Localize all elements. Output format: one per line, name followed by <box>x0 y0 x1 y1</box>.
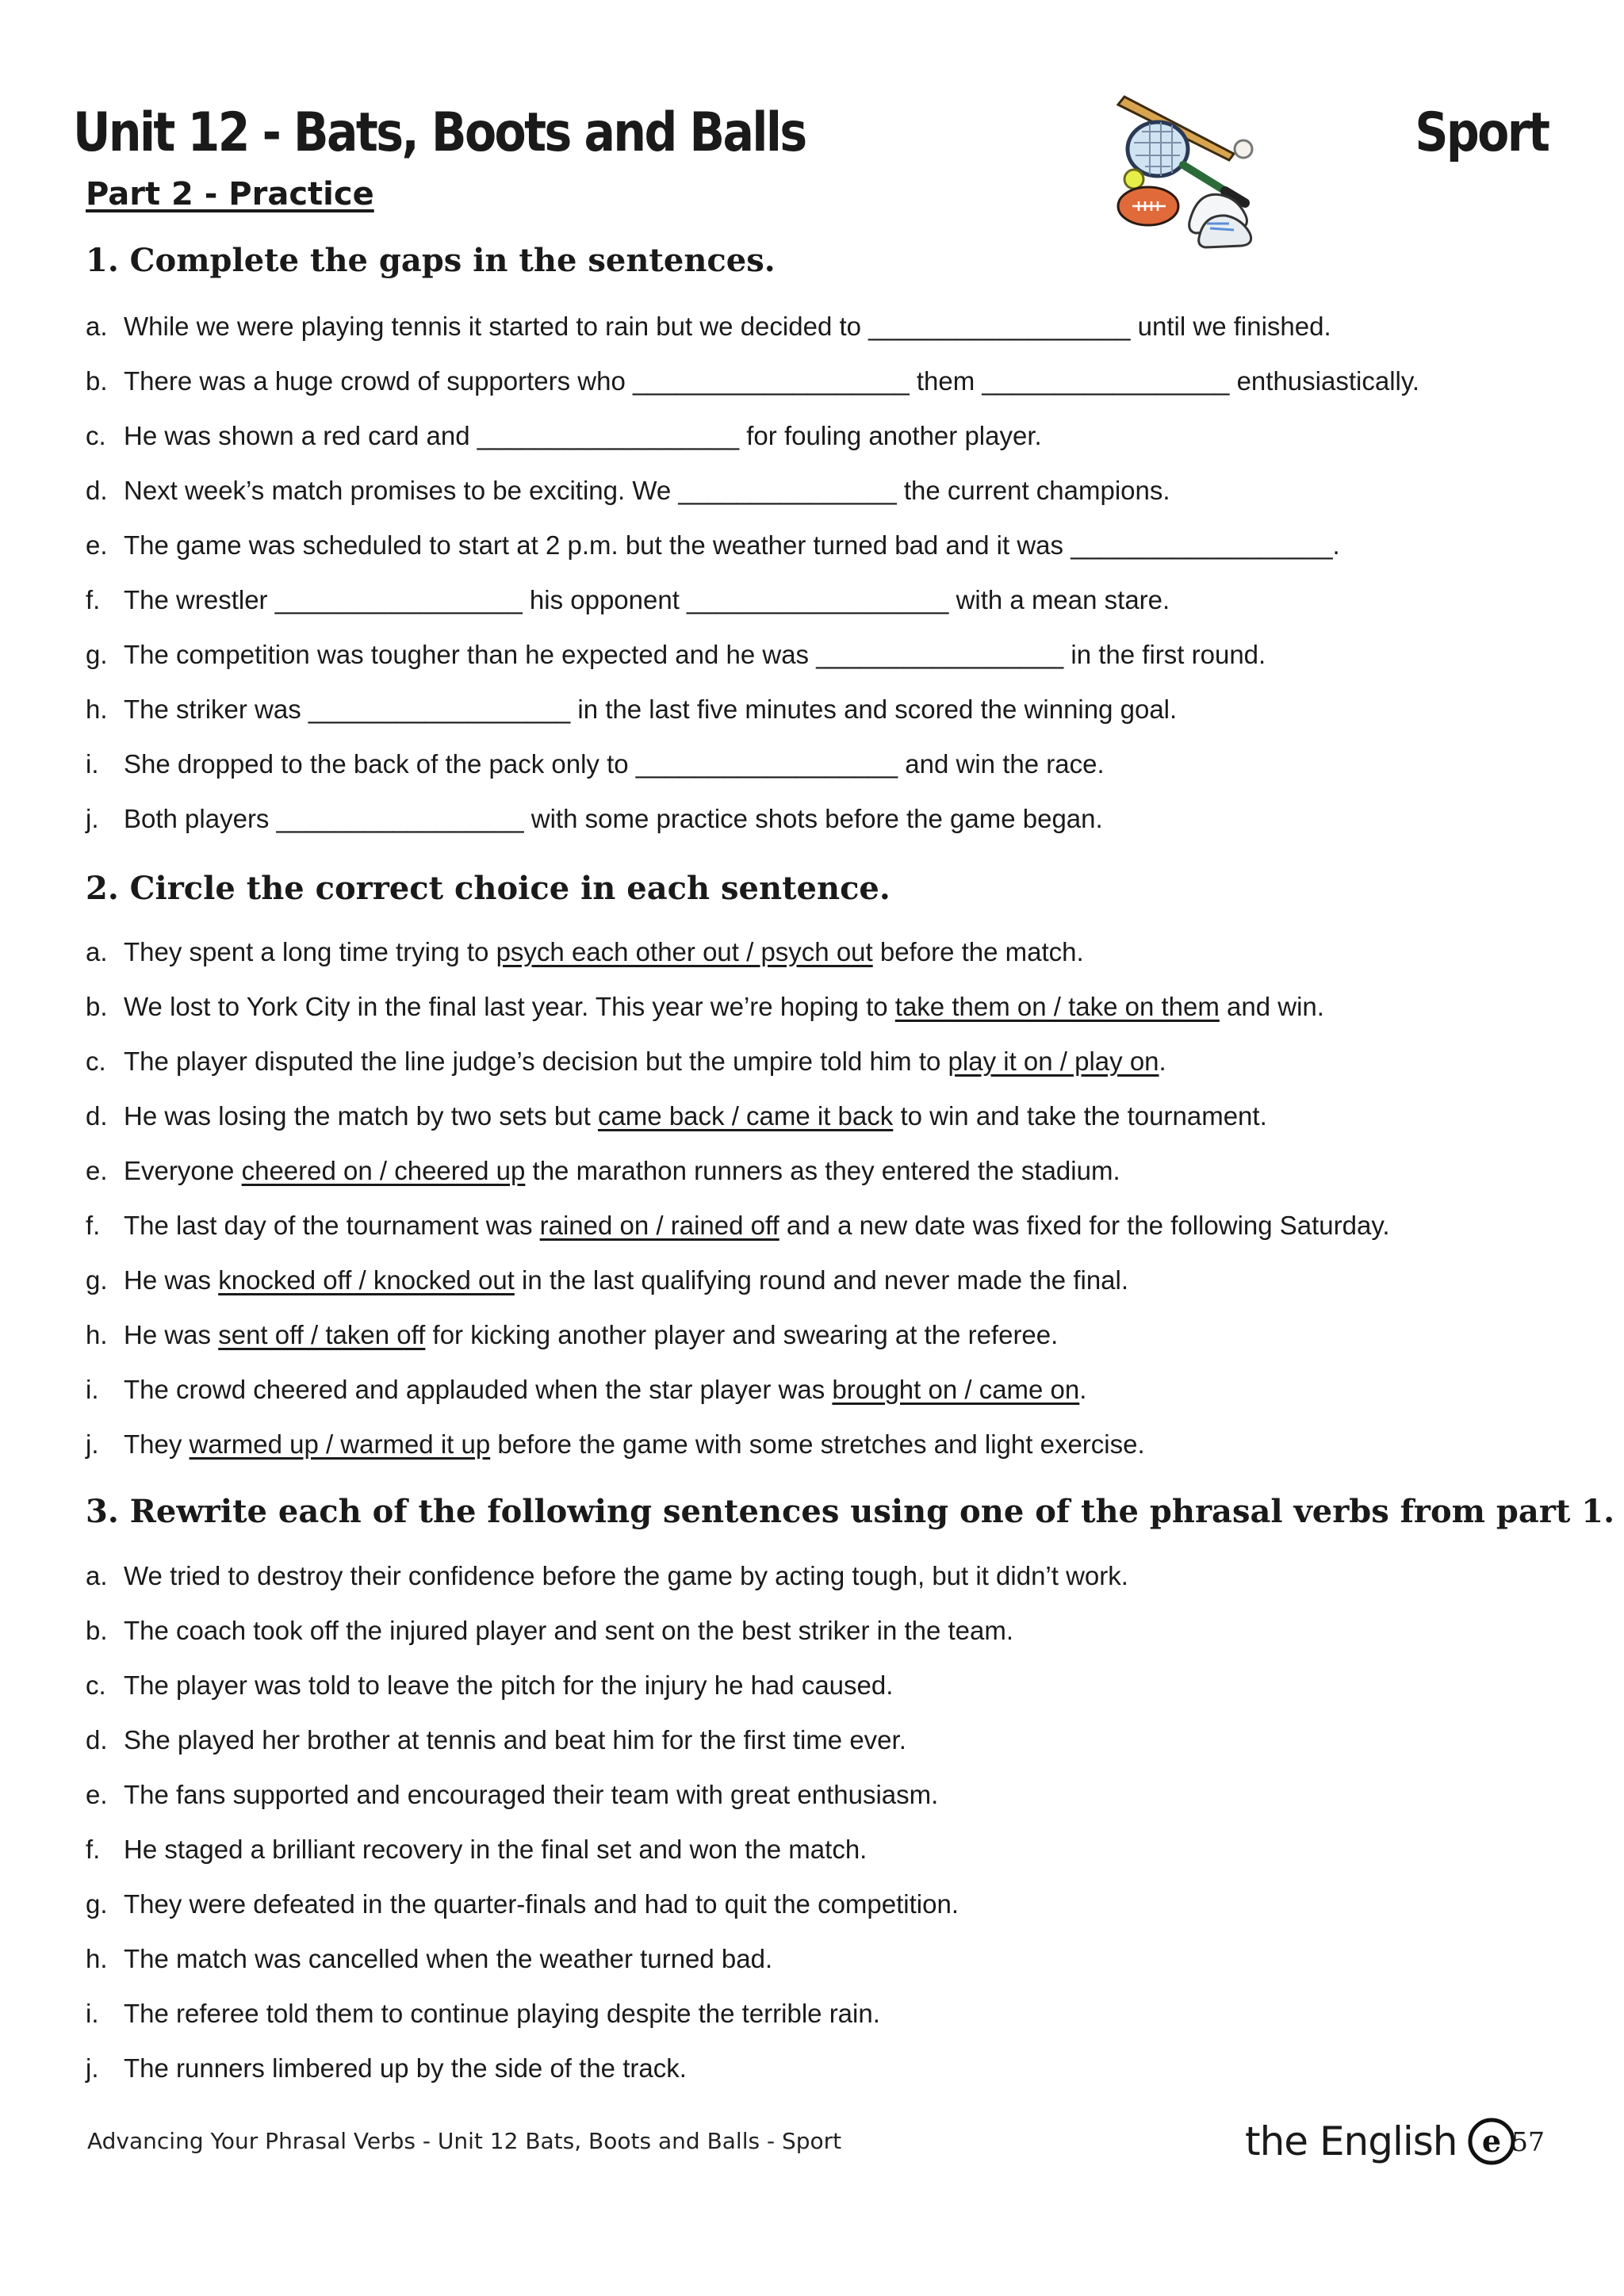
item-text: We tried to destroy their confidence before the game by acting tough, but it didn’t work. <box>124 1561 1128 1590</box>
item-letter: h. <box>86 1320 108 1349</box>
item-letter: i. <box>86 1375 99 1404</box>
brand-text: the English <box>1245 2118 1457 2164</box>
section-2-heading: 2. Circle the correct choice in each sentence. <box>86 870 891 907</box>
item-letter: a. <box>86 312 108 341</box>
item-text: He was shown a red card and __________________ for fouling another player. <box>124 421 1042 450</box>
item-text <box>124 1046 1166 1077</box>
item-text <box>124 1210 1390 1242</box>
item-letter: e. <box>86 530 108 560</box>
text-before: We lost to York City in the final last year. This year we’re hoping to <box>124 992 895 1021</box>
item-letter: e. <box>86 1156 108 1185</box>
item-text: The runners limbered up by the side of the track. <box>124 2053 687 2083</box>
item-letter: b. <box>86 1616 108 1645</box>
item-text: The fans supported and encouraged their team with great enthusiasm. <box>124 1780 939 1809</box>
footer-text: Advancing Your Phrasal Verbs - Unit 12 Bats, Boots and Balls - Sport <box>87 2128 842 2154</box>
item-text <box>124 1374 1086 1406</box>
item-text: There was a huge crowd of supporters who ___________________ them _________________ enthusiastically. <box>124 366 1420 396</box>
item-text: The wrestler _________________ his opponent __________________ with a mean stare. <box>124 585 1170 614</box>
sports-equipment-icon <box>1110 87 1269 254</box>
item-letter: i. <box>86 749 99 779</box>
item-text: The referee told them to continue playing despite the terrible rain. <box>124 1999 880 2028</box>
item-text: She played her brother at tennis and beat him for the first time ever. <box>124 1725 906 1755</box>
item-text: While we were playing tennis it started to rain but we decided to __________________ until we finished. <box>124 312 1331 341</box>
section-3-heading: 3. Rewrite each of the following sentences using one of the phrasal verbs from part 1. <box>86 1493 1615 1530</box>
item-text <box>124 991 1324 1023</box>
item-letter: d. <box>86 476 108 505</box>
e-logo-letter: e <box>1481 2123 1501 2159</box>
text-after: and a new date was fixed for the following Saturday. <box>779 1211 1390 1240</box>
item-text: She dropped to the back of the pack only to __________________ and win the race. <box>124 749 1105 779</box>
section-1-heading: 1. Complete the gaps in the sentences. <box>86 242 776 279</box>
item-text <box>124 1155 1120 1187</box>
e-logo-icon <box>1467 2117 1516 2166</box>
text-after: . <box>1159 1047 1166 1076</box>
item-letter: b. <box>86 366 108 396</box>
topic-label: Sport <box>1414 101 1548 164</box>
item-text: The player was told to leave the pitch for the injury he had caused. <box>124 1670 894 1700</box>
text-after: . <box>1079 1375 1087 1404</box>
item-letter: c. <box>86 1047 106 1076</box>
choice-option[interactable]: knocked off / knocked out <box>218 1265 515 1295</box>
choice-option[interactable]: psych each other out / psych out <box>496 937 873 966</box>
unit-title: Unit 12 - Bats, Boots and Balls <box>73 101 806 164</box>
item-text <box>124 1265 1128 1296</box>
item-text: The game was scheduled to start at 2 p.m. but the weather turned bad and it was __________________. <box>124 530 1340 560</box>
text-before: The crowd cheered and applauded when the star player was <box>124 1375 833 1404</box>
item-text: Both players _________________ with some practice shots before the game began. <box>124 804 1103 833</box>
item-letter: j. <box>86 2053 99 2083</box>
item-letter: e. <box>86 1780 108 1809</box>
item-letter: g. <box>86 1265 108 1295</box>
choice-option[interactable]: warmed up / warmed it up <box>189 1429 491 1459</box>
choice-option[interactable]: sent off / taken off <box>218 1320 426 1349</box>
item-letter: h. <box>86 695 108 724</box>
text-after: for kicking another player and swearing at the referee. <box>425 1320 1059 1349</box>
choice-option[interactable]: brought on / came on <box>832 1375 1080 1404</box>
item-text <box>124 1100 1267 1132</box>
part-title: Part 2 - Practice <box>86 176 374 212</box>
item-letter: a. <box>86 937 108 966</box>
item-letter: d. <box>86 1725 108 1755</box>
item-text <box>124 1429 1145 1460</box>
item-letter: h. <box>86 1944 108 1973</box>
item-text: The coach took off the injured player and sent on the best striker in the team. <box>124 1616 1014 1645</box>
item-text: They were defeated in the quarter-finals and had to quit the competition. <box>124 1889 959 1919</box>
item-letter: a. <box>86 1561 108 1590</box>
item-letter: d. <box>86 1101 108 1131</box>
item-text: The competition was tougher than he expected and he was _________________ in the first round. <box>124 640 1266 669</box>
item-letter: f. <box>86 585 101 614</box>
text-after: in the last qualifying round and never made the final. <box>514 1265 1129 1295</box>
text-after: and win. <box>1219 992 1324 1021</box>
text-before: They <box>124 1429 190 1459</box>
item-letter: j. <box>86 804 99 833</box>
item-text: He staged a brilliant recovery in the final set and won the match. <box>124 1835 868 1864</box>
item-letter: f. <box>86 1835 101 1864</box>
item-letter: g. <box>86 640 108 669</box>
choice-option[interactable]: came back / came it back <box>597 1101 894 1131</box>
text-before: The last day of the tournament was <box>124 1211 540 1240</box>
item-letter: c. <box>86 421 106 450</box>
item-text <box>124 1319 1058 1351</box>
item-text: The striker was __________________ in the last five minutes and scored the winning goal. <box>124 695 1178 724</box>
text-after: to win and take the tournament. <box>893 1101 1267 1131</box>
item-letter: j. <box>86 1429 99 1459</box>
choice-option[interactable]: take them on / take on them <box>894 992 1220 1021</box>
item-letter: f. <box>86 1211 101 1240</box>
text-before: They spent a long time trying to <box>124 937 496 966</box>
item-text: Next week’s match promises to be exciting. We _______________ the current champions. <box>124 476 1170 505</box>
text-after: the marathon runners as they entered the stadium. <box>525 1156 1120 1185</box>
item-letter: c. <box>86 1670 106 1700</box>
choice-option[interactable]: play it on / play on <box>948 1047 1159 1076</box>
text-before: He was <box>124 1265 219 1295</box>
item-text: The match was cancelled when the weather turned bad. <box>124 1944 773 1973</box>
text-after: before the game with some stretches and light exercise. <box>490 1429 1145 1459</box>
item-text <box>124 936 1084 968</box>
item-letter: b. <box>86 992 108 1021</box>
text-before: The player disputed the line judge’s decision but the umpire told him to <box>124 1047 948 1076</box>
text-before: Everyone <box>124 1156 242 1185</box>
choice-option[interactable]: rained on / rained off <box>539 1211 779 1240</box>
text-before: He was losing the match by two sets but <box>124 1101 598 1131</box>
choice-option[interactable]: cheered on / cheered up <box>241 1156 526 1185</box>
item-letter: i. <box>86 1999 99 2028</box>
text-after: before the match. <box>872 937 1084 966</box>
text-before: He was <box>124 1320 219 1349</box>
page-number: 57 <box>1511 2126 1545 2157</box>
item-letter: g. <box>86 1889 108 1919</box>
brand-logo <box>1245 2117 1516 2166</box>
